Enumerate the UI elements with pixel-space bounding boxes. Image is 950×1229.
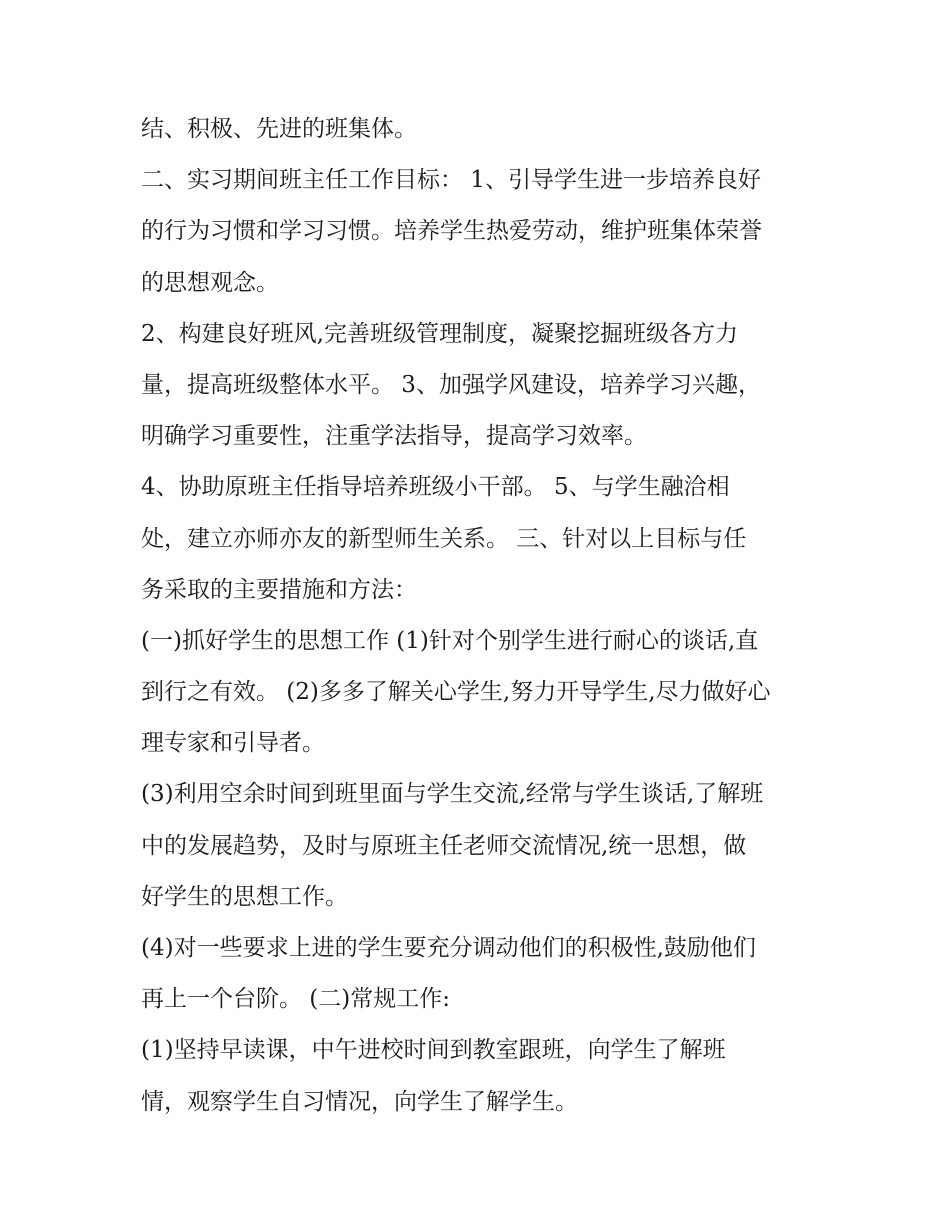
text-line-17: (4)对一些要求上进的学生要充分调动他们的积极性,鼓励他们 [141, 935, 756, 961]
text-line-4: 的思想观念。 [141, 269, 279, 296]
text-line-15: 中的发展趋势，及时与原班主任老师交流情况,统一思想，做 [141, 832, 747, 859]
text-line-7: 明确学习重要性，注重学法指导，提高学习效率。 [141, 423, 647, 450]
text-line-13: 理专家和引导者。 [141, 730, 325, 757]
text-line-9: 处，建立亦师亦友的新型师生关系。 三、针对以上目标与任 [141, 525, 747, 552]
text-line-18: 再上一个台阶。 (二)常规工作: [141, 986, 451, 1013]
document-body [141, 104, 821, 1128]
text-line-16: 好学生的思想工作。 [141, 883, 348, 910]
text-line-3: 的行为习惯和学习习惯。培养学生热爱劳动，维护班集体荣誉 [141, 218, 762, 245]
text-line-5: 2、构建良好班风,完善班级管理制度，凝聚挖掘班级各方力 [141, 320, 738, 347]
text-line-2: 二、实习期间班主任工作目标： 1、引导学生进一步培养良好 [141, 167, 761, 194]
text-line-1: 结、积极、先进的班集体。 [141, 116, 417, 142]
text-line-6: 量，提高班级整体水平。 3、加强学风建设，培养学习兴趣， [141, 371, 761, 398]
text-line-14: (3)利用空余时间到班里面与学生交流,经常与学生谈话,了解班 [141, 781, 764, 808]
text-line-12: 到行之有效。 (2)多多了解关心学生,努力开导学生,尽力做好心 [141, 679, 771, 706]
text-line-20: 情，观察学生自习情况，向学生了解学生。 [141, 1088, 578, 1115]
text-line-10: 务采取的主要措施和方法： [141, 576, 417, 603]
text-line-19: (1)坚持早读课，中午进校时间到教室跟班，向学生了解班 [141, 1037, 726, 1064]
text-line-11: (一)抓好学生的思想工作 (1)针对个别学生进行耐心的谈话,直 [141, 627, 759, 654]
text-line-8: 4、协助原班主任指导培养班级小干部。 5、与学生融洽相 [141, 474, 730, 501]
